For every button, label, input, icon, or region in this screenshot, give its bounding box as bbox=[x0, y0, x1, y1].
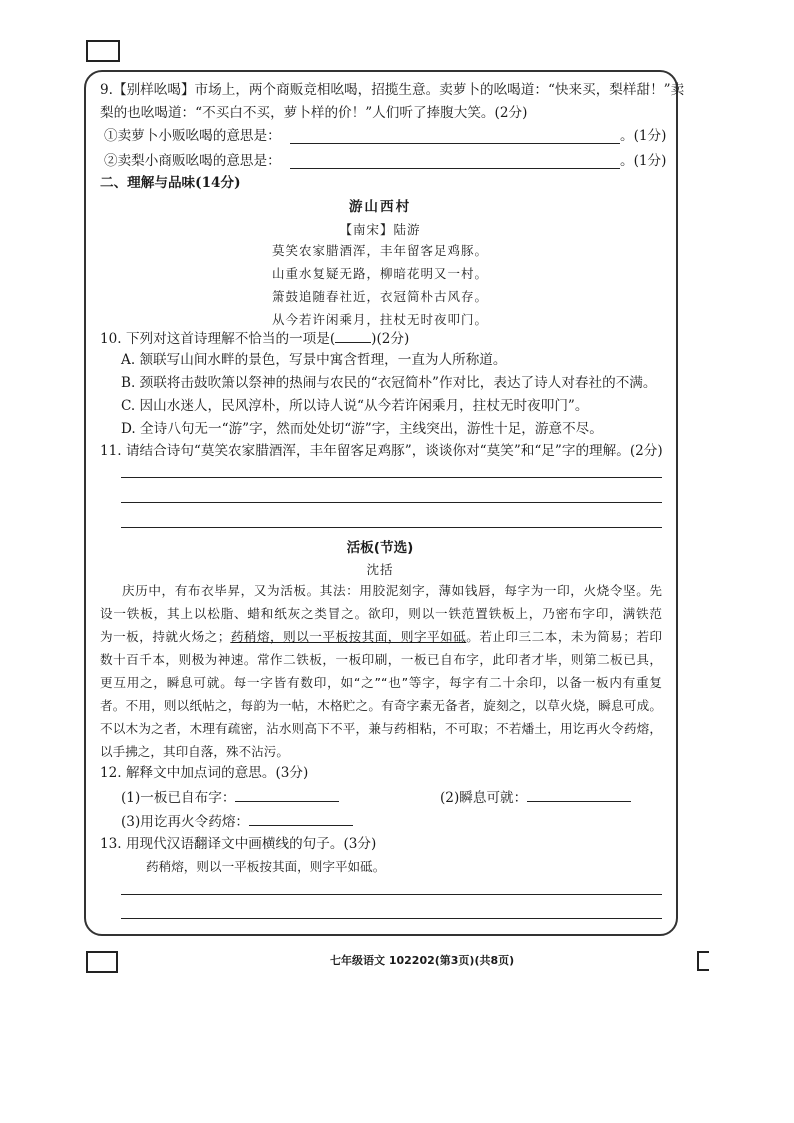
q11-answer-line-3[interactable] bbox=[121, 527, 662, 528]
q13-answer-line-2[interactable] bbox=[121, 918, 662, 919]
q12-item-1-label: (1)一板已自布字： bbox=[121, 790, 236, 806]
q9-sub1-answer-line[interactable] bbox=[290, 143, 620, 144]
q10-stem-text: 10. 下列对这首诗理解不恰当的一项是( bbox=[100, 331, 336, 347]
poem-line-4: 从今若许闲乘月，拄杖无时夜叩门。 bbox=[271, 312, 488, 327]
q13-sentence: 药稍熔，则以一平板按其面，则字平如砥。 bbox=[146, 859, 386, 874]
passage-title: 活板(节选) bbox=[346, 540, 414, 556]
q11-stem: 11. 请结合诗句“莫笑农家腊酒浑，丰年留客足鸡豚”，谈谈你对“莫笑”和“足”字的理解。(2分) bbox=[100, 443, 663, 459]
q9-sub2-score: 。(1分) bbox=[620, 153, 667, 169]
passage-underlined-sentence: 药稍熔，则以一平板按其面，则字平如砥 bbox=[230, 629, 467, 644]
q9-line-1: 9.【别样吆喝】市场上，两个商贩竞相吆喝，招揽生意。卖萝卜的吆喝道：“快来买，梨样甜！”卖 bbox=[100, 82, 685, 98]
passage-line-6: 者。不用，则以纸帖之，每韵为一帖，木格贮之。有奇字素无备者，旋刻之，以草火烧，瞬息可成。 bbox=[100, 698, 662, 713]
passage-line-1: 庆历中，有布衣毕昇，又为活板。其法：用胶泥刻字，薄如钱唇，每字为一印，火烧令坚。先 bbox=[122, 583, 662, 598]
poem-line-2: 山重水复疑无路，柳暗花明又一村。 bbox=[271, 266, 488, 281]
q13-stem: 13. 用现代汉语翻译文中画横线的句子。(3分) bbox=[100, 836, 377, 852]
q11-answer-line-1[interactable] bbox=[121, 477, 662, 478]
q11-answer-line-2[interactable] bbox=[121, 502, 662, 503]
poem-line-3: 箫鼓追随春社近，衣冠简朴古风存。 bbox=[271, 289, 488, 304]
q10-option-d: D. 全诗八句无一“游”字，然而处处切“游”字，主线突出，游性十足，游意不尽。 bbox=[121, 421, 603, 437]
q10-score: )(2分) bbox=[371, 331, 410, 347]
q13-answer-line-1[interactable] bbox=[121, 894, 662, 895]
q9-line-2: 梨的也吆喝道：“不买白不买，萝卜样的价！”人们听了捧腹大笑。(2分) bbox=[100, 105, 528, 121]
q12-item-1 bbox=[121, 788, 339, 808]
passage-line-3-end: 。若止印三二本，未为简易；若印 bbox=[466, 629, 663, 644]
q9-sub2-label: ②卖梨小商贩吆喝的意思是： bbox=[104, 153, 281, 169]
passage-line-3-start: 为一板，持就火炀之； bbox=[100, 629, 231, 644]
passage-line-5: 更互用之，瞬息可就。每一字皆有数印，如“之”“也”等字，每字有二十余印，以备一板内有重复 bbox=[100, 675, 662, 690]
q12-stem: 12. 解释文中加点词的意思。(3分) bbox=[100, 765, 309, 781]
passage-author: 沈括 bbox=[366, 562, 394, 577]
passage-line-2: 设一铁板，其上以松脂、蜡和纸灰之类冒之。欲印，则以一铁范置铁板上，乃密布字印，满铁范 bbox=[100, 606, 662, 621]
passage-line-8: 以手拂之，其印自落，殊不沾污。 bbox=[100, 744, 289, 759]
registration-mark-bottom bbox=[86, 951, 118, 973]
q12-item-2-answer[interactable] bbox=[527, 801, 631, 802]
section-2-title: 二、理解与品味(14分) bbox=[100, 175, 241, 191]
page-footer: 七年级语文 102202(第3页)(共8页) bbox=[330, 954, 515, 967]
q12-item-1-answer[interactable] bbox=[235, 801, 339, 802]
poem-author: 【南宋】陆游 bbox=[339, 222, 421, 237]
q9-sub2-answer-line[interactable] bbox=[290, 168, 620, 169]
q9-sub1-label: ①卖萝卜小贩吆喝的意思是： bbox=[104, 128, 281, 144]
q9-sub1-score: 。(1分) bbox=[620, 128, 667, 144]
q10-stem bbox=[100, 329, 409, 349]
q10-option-c: C. 因山水迷人，民风淳朴，所以诗人说“从今若许闲乘月，拄杖无时夜叩门”。 bbox=[121, 398, 589, 414]
passage-line-7: 不以木为之者，木理有疏密，沾水则高下不平，兼与药相粘，不可取；不若燔土，用讫再火令药熔， bbox=[100, 721, 662, 736]
registration-mark-top bbox=[86, 40, 120, 62]
q12-item-3-label: (3)用讫再火令药熔： bbox=[121, 814, 250, 830]
q10-answer-blank[interactable] bbox=[335, 342, 371, 343]
q10-option-b: B. 颈联将击鼓吹箫以祭神的热闹与农民的“衣冠简朴”作对比，表达了诗人对春社的不满。 bbox=[121, 375, 657, 391]
poem-title: 游山西村 bbox=[348, 199, 412, 215]
q12-item-2 bbox=[440, 788, 631, 808]
passage-line-3 bbox=[100, 627, 662, 647]
q10-option-a: A. 颔联写山间水畔的景色，写景中寓含哲理，一直为人所称道。 bbox=[121, 352, 507, 368]
passage-line-4: 数十百千本，则极为神速。常作二铁板，一板印刷，一板已自布字，此印者才毕，则第二板已具， bbox=[100, 652, 662, 667]
q12-item-3-answer[interactable] bbox=[249, 825, 353, 826]
poem-line-1: 莫笑农家腊酒浑，丰年留客足鸡豚。 bbox=[271, 243, 488, 258]
corner-bracket-mark bbox=[697, 951, 709, 971]
q12-item-2-label: (2)瞬息可就： bbox=[440, 790, 528, 806]
q12-item-3 bbox=[121, 812, 353, 832]
